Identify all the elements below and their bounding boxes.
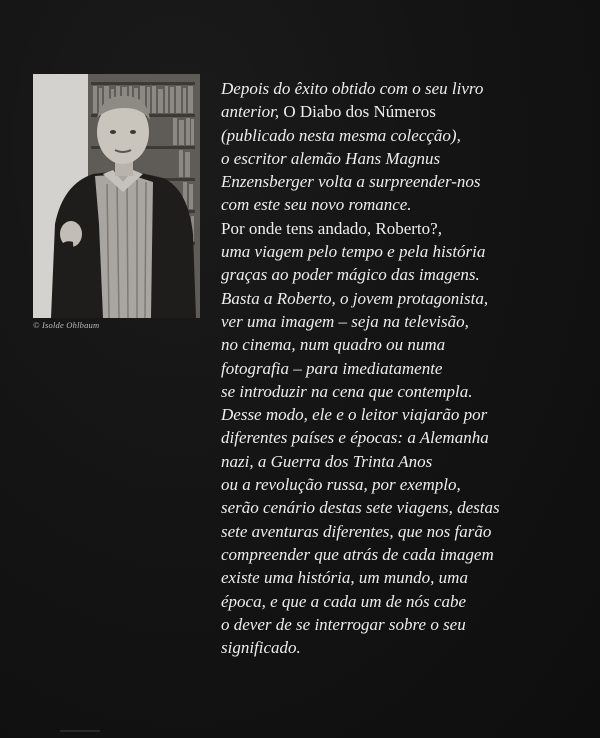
description-line [221,310,591,333]
description-line [221,193,591,216]
description-text: fotografia – para imediatamente [221,358,443,378]
description-line [221,77,591,100]
description-text: época, e que a cada um de nós cabe [221,591,467,611]
description-line [221,263,591,286]
author-portrait-photo [33,74,200,318]
description-text: Desse modo, ele e o leitor viajarão por [221,405,488,425]
description-text: o escritor alemão Hans Magnus [221,148,441,168]
description-line [221,450,591,473]
description-line [221,217,591,240]
description-line [221,520,591,543]
description-line [221,380,591,403]
description-text: Basta a Roberto, o jovem protagonista, [221,288,489,308]
description-line [221,403,591,426]
description-line [221,147,591,170]
description-text: (publicado nesta mesma colecção), [221,125,461,145]
edge-scuff [60,730,100,732]
description-line [221,613,591,636]
description-line [221,566,591,589]
description-text: sete aventuras diferentes, que nos farão [221,521,492,541]
description-text: existe uma história, um mundo, uma [221,568,468,588]
description-line [221,473,591,496]
description-text: diferentes países e épocas: a Alemanha [221,428,489,448]
description-text: ver uma imagem – seja na televisão, [221,311,469,331]
description-text: ou a revolução russa, por exemplo, [221,475,461,495]
description-line [221,543,591,566]
description-text: compreender que atrás de cada imagem [221,544,494,564]
description-text: graças ao poder mágico das imagens. [221,265,480,285]
description-text: anterior, [221,102,284,122]
book-title-text: O Diabo dos Números [283,102,436,122]
description-text: Depois do êxito obtido com o seu livro [221,79,484,98]
description-line [221,240,591,263]
description-text: com este seu novo romance. [221,195,412,215]
description-line [221,426,591,449]
description-text: uma viagem pelo tempo e pela história [221,242,486,262]
description-line [221,357,591,380]
description-line [221,124,591,147]
book-title-text: Por onde tens andado, Roberto? [221,218,438,238]
description-line [221,333,591,356]
description-line [221,287,591,310]
description-line [221,496,591,519]
description-text: significado. [221,638,301,658]
photo-credit: © Isolde Ohlbaum [33,320,100,330]
description-text: , [437,218,442,238]
description-line [221,100,591,123]
description-text: no cinema, num quadro ou numa [221,335,446,355]
description-text: o dever de se interrogar sobre o seu [221,614,466,634]
description-line [221,590,591,613]
description-line [221,636,591,659]
portrait-illustration [33,74,200,318]
description-text: Enzensberger volta a surpreender-nos [221,172,481,192]
description-line [221,170,591,193]
description-text: se introduzir na cena que contempla. [221,381,473,401]
description-text: nazi, a Guerra dos Trinta Anos [221,451,433,471]
book-description [221,77,591,659]
description-text: serão cenário destas sete viagens, destas [221,498,500,518]
